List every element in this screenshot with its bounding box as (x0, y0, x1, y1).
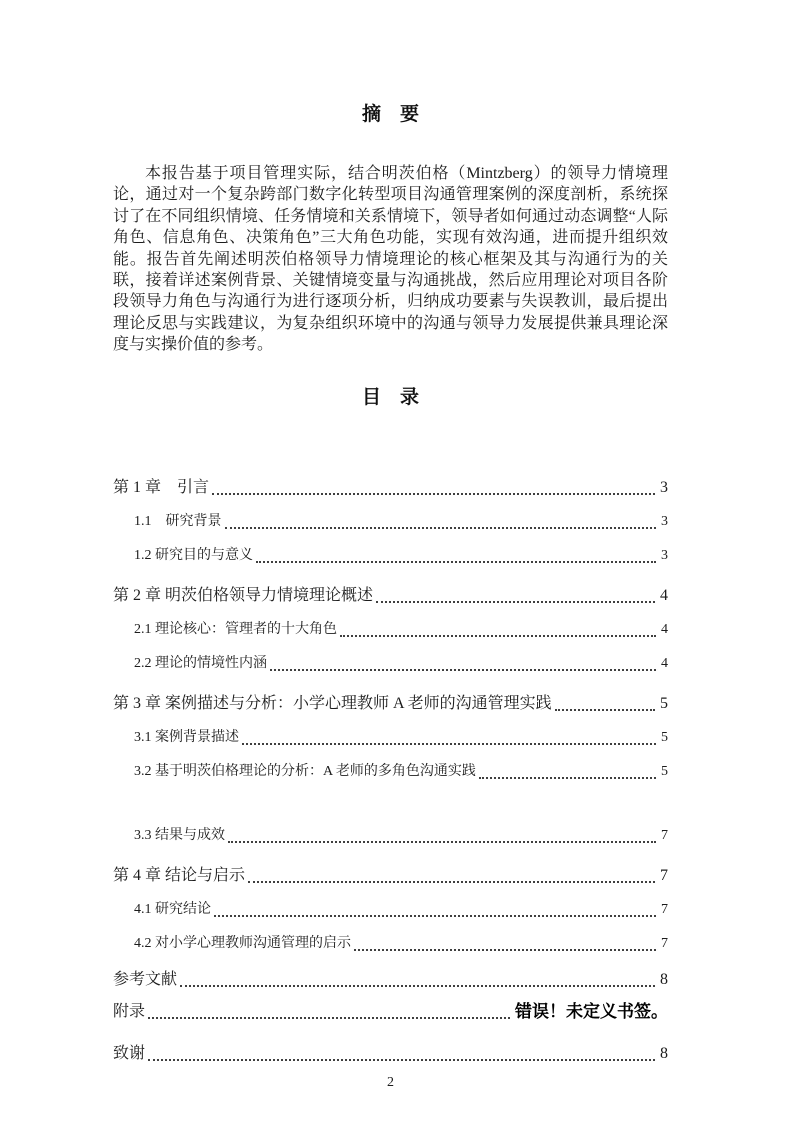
toc-entry[interactable] (113, 508, 668, 536)
toc-entry[interactable] (113, 724, 668, 752)
toc-dot-leader (180, 985, 655, 987)
toc-page-number: 7 (661, 935, 668, 951)
page-number: 2 (387, 1074, 394, 1090)
toc-entry[interactable] (113, 690, 668, 718)
toc-entry-label: 3.3 结果与成效 (134, 827, 225, 843)
toc-entry[interactable] (113, 822, 668, 850)
toc-page-number: 3 (660, 478, 668, 496)
toc-entry[interactable] (113, 650, 668, 678)
toc-dot-leader (242, 743, 656, 745)
toc-entry[interactable] (113, 616, 668, 644)
toc-page-number: 7 (660, 866, 668, 884)
toc-dot-leader (248, 881, 655, 883)
toc-entry-label: 3.2 基于明茨伯格理论的分析：A 老师的多角色沟通实践 (134, 763, 476, 779)
toc-dot-leader (225, 527, 657, 529)
toc-page-number: 4 (661, 621, 668, 637)
abstract-paragraph: 本报告基于项目管理实际，结合明茨伯格（Mintzberg）的领导力情境理论，通过对一个复杂跨部门数字化转型项目沟通管理案例的深度剖析，系统探讨了在不同组织情境、任务情境和关系情境下，领导者如何通过动态调整“人际角色、信息角色、决策角色”三大角色功能，实现有效沟通，进而提升组织效能。报告首先阐述明茨伯格领导力情境理论的核心框架及其与沟通行为的关联，接着详述案例背景、关键情境变量与沟通挑战，然后应用理论对项目各阶段领导力角色与沟通行为进行逐项分析，归纳成功要素与失误教训，最后提出理论反思与实践建议，为复杂组织环境中的沟通与领导力发展提供兼具理论深度与实操价值的参考。 (113, 165, 668, 354)
toc-entry[interactable] (113, 896, 668, 924)
toc-dot-leader (228, 841, 656, 843)
toc-entry-label: 第 4 章 结论与启示 (113, 866, 246, 884)
toc-entry[interactable] (113, 474, 668, 502)
toc-dot-leader (148, 1059, 655, 1061)
toc-dot-leader (212, 493, 655, 495)
toc-entry[interactable] (113, 930, 668, 958)
toc-page-number: 5 (660, 694, 668, 712)
toc-entry-label: 4.1 研究结论 (134, 901, 211, 917)
toc-entry-label: 第 1 章 引言 (113, 478, 210, 496)
toc-entry-label: 第 2 章 明茨伯格领导力情境理论概述 (113, 586, 374, 604)
toc-page-number: 7 (661, 901, 668, 917)
toc-entry[interactable] (113, 542, 668, 570)
toc-entry-label: 2.2 理论的情境性内涵 (134, 655, 267, 671)
toc-list (113, 474, 668, 1068)
toc-page-number: 8 (660, 1044, 668, 1062)
toc-page-number: 7 (661, 827, 668, 843)
toc-page-number: 5 (661, 763, 668, 779)
toc-page-number: 3 (661, 513, 668, 529)
toc-entry-label: 4.2 对小学心理教师沟通管理的启示 (134, 935, 351, 951)
toc-entry-label: 1.1 研究背景 (134, 513, 222, 529)
toc-entry[interactable] (113, 758, 668, 786)
toc-page-number: 4 (660, 586, 668, 604)
toc-title: 目 录 (361, 386, 419, 408)
toc-entry[interactable] (113, 582, 668, 610)
abstract-title: 摘 要 (361, 104, 419, 125)
toc-dot-leader (270, 669, 656, 671)
toc-page-number: 4 (661, 655, 668, 671)
toc-entry[interactable] (113, 1040, 668, 1068)
toc-entry-label: 第 3 章 案例描述与分析：小学心理教师 A 老师的沟通管理实践 (113, 694, 552, 712)
toc-entry-label: 参考文献 (113, 970, 178, 988)
toc-dot-leader (340, 635, 656, 637)
toc-dot-leader (555, 709, 655, 711)
toc-entry[interactable] (113, 966, 668, 994)
toc-page-number: 5 (661, 729, 668, 745)
toc-page-number: 错误！未定义书签。 (515, 1001, 668, 1021)
toc-dot-leader (479, 777, 656, 779)
toc-dot-leader (376, 601, 655, 603)
toc-entry[interactable] (113, 998, 668, 1026)
toc-page-number: 3 (661, 547, 668, 563)
toc-dot-leader (256, 561, 656, 563)
toc-dot-leader (214, 915, 656, 917)
toc-entry-label: 致谢 (113, 1044, 146, 1062)
toc-dot-leader (148, 1017, 510, 1019)
toc-entry[interactable] (113, 862, 668, 890)
toc-entry-label: 1.2 研究目的与意义 (134, 547, 253, 563)
toc-entry-label: 2.1 理论核心：管理者的十大角色 (134, 621, 337, 637)
toc-dot-leader (354, 949, 656, 951)
toc-page-number: 8 (660, 970, 668, 988)
toc-entry-label: 附录 (113, 1002, 146, 1020)
page-footer (113, 1074, 668, 1092)
toc-entry-label: 3.1 案例背景描述 (134, 729, 239, 745)
